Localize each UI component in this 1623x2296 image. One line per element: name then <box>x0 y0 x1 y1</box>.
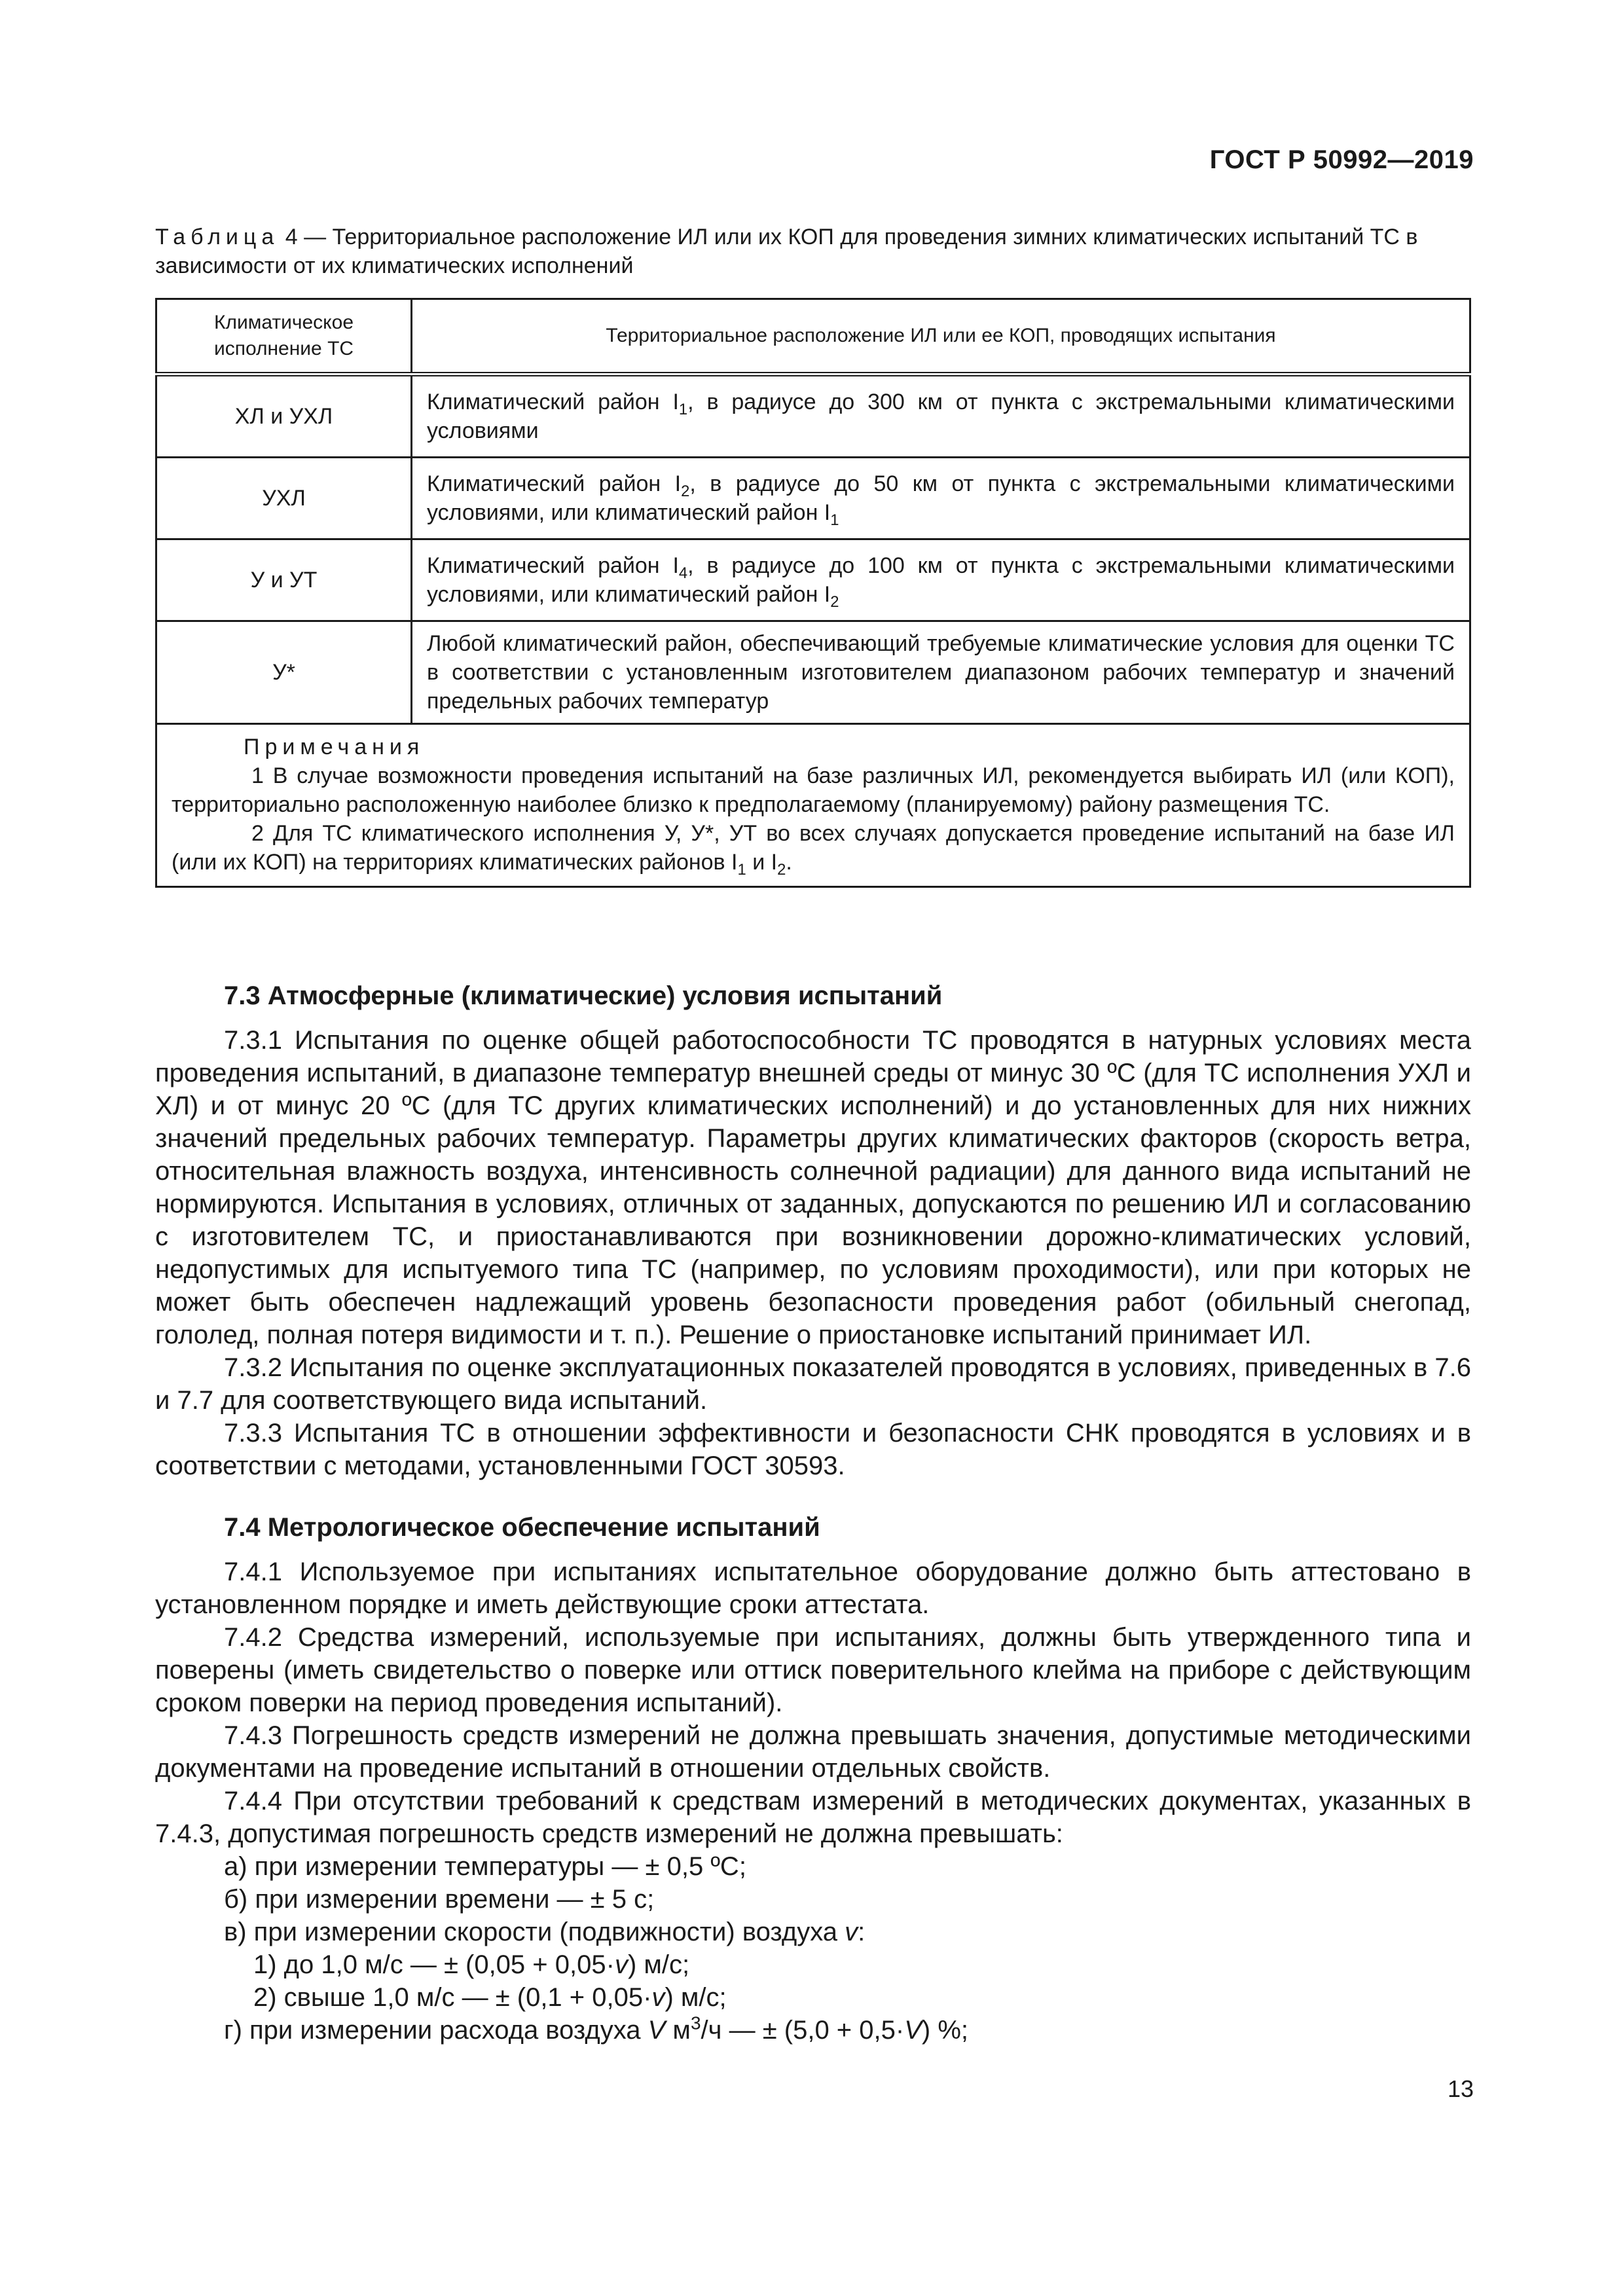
item-text: 1) до 1,0 м/с — ± (0,05 + 0,05· <box>253 1950 615 1979</box>
col-header-location: Территориальное расположение ИЛ или ее КОП, проводящих испытания <box>412 299 1470 374</box>
table-caption <box>155 223 1471 280</box>
paragraph-7-4-4: 7.4.4 При отсутствии требований к средствам измерений в методических документах, указанных в 7.4.3, допустимая погрешность средств измерений не должна превышать: <box>155 1787 1471 1848</box>
list-item-d <box>155 2014 1471 2047</box>
table-caption-text: 4 — Территориальное расположение ИЛ или их КОП для проведения зимних климатических испытаний ТС в зависимости от их климатических исполнений <box>155 225 1418 278</box>
item-text: 2) свыше 1,0 м/с — ± (0,1 + 0,05· <box>253 1983 652 2012</box>
list-subitem-1 <box>155 1948 1471 1981</box>
table-notes <box>156 724 1470 887</box>
table-row <box>156 374 1470 458</box>
item-text: г) при измерении расхода воздуха <box>224 2016 648 2045</box>
table-4 <box>155 298 1471 888</box>
superscript: 3 <box>690 2013 701 2033</box>
cell-text: , в радиусе до 300 км от пункта с экстремальными климатическими условиями <box>427 390 1455 443</box>
section-title: 7.4 Метрологическое обеспечение испытаний <box>224 1513 820 1542</box>
subscript: 1 <box>678 400 688 418</box>
notes-title: Примечания <box>244 735 425 759</box>
item-text: ) м/с; <box>627 1950 690 1979</box>
item-text: ) %; <box>921 2016 969 2045</box>
col-header-climatic-execution: Климатическое исполнение ТС <box>156 299 412 374</box>
subscript: 2 <box>777 860 786 879</box>
cell-execution: ХЛ и УХЛ <box>156 374 412 458</box>
cell-location <box>412 374 1470 458</box>
cell-text: , в радиусе до 50 км от пункта с экстремальными климатическими условиями, или климатический район I <box>427 471 1455 525</box>
variable: V <box>904 2016 922 2045</box>
list-subitem-2 <box>155 1981 1471 2014</box>
item-text: /ч — ± (5,0 + 0,5· <box>701 2016 905 2045</box>
subscript: 4 <box>678 564 688 582</box>
subscript: 1 <box>830 511 839 529</box>
subscript: 2 <box>681 482 690 500</box>
cell-location: Любой климатический район, обеспечивающий требуемые климатические условия для оценки ТС в соответствии с установленным изготовителем диапазоном рабочих температур и значений предельных рабочих температур <box>412 621 1470 724</box>
item-text: м <box>665 2016 691 2045</box>
paragraph-7-4-2: 7.4.2 Средства измерений, используемые при испытаниях, должны быть утвержденного типа и поверены (иметь свидетельство о поверке или оттиск поверительного клейма на приборе с действующим сроком поверки на период проведения испытаний). <box>155 1623 1471 1717</box>
item-text: в) при измерении скорости (подвижности) воздуха <box>224 1918 845 1946</box>
cell-location <box>412 539 1470 621</box>
table-notes-row <box>156 724 1470 887</box>
variable: v <box>651 1983 665 2012</box>
subscript: 2 <box>830 592 839 611</box>
list-item-c <box>155 1916 1471 1948</box>
table-caption-label: Таблица <box>155 225 280 249</box>
cell-text: Климатический район I <box>427 390 679 414</box>
page-number: 13 <box>1447 2075 1474 2102</box>
table-row <box>156 621 1470 724</box>
table-row <box>156 458 1470 539</box>
note-1: 1 В случае возможности проведения испытаний на базе различных ИЛ, рекомендуется выбирать ИЛ (или КОП), территориально расположенную наиболее близко к предполагаемому (планируемому) району размещения ТС. <box>172 763 1455 817</box>
cell-location <box>412 458 1470 539</box>
list-item-b: б) при измерении времени — ± 5 с; <box>224 1885 655 1914</box>
paragraph-7-3-1: 7.3.1 Испытания по оценке общей работоспособности ТС проводятся в натурных условиях места проведения испытаний, в диапазоне температур внешней среды от минус 30 ºС (для ТС исполнения УХЛ и ХЛ) и от минус 20 ºС (для ТС других климатических исполнений) и до установленных для них нижних значений предельных рабочих температур. Параметры других климатических факторов (скорость ветра, относительная влажность воздуха, интенсивность солнечной радиации) для данного вида испытаний не нормируются. Испытания в условиях, отличных от заданных, допускаются по решению ИЛ и согласованию с изготовителем ТС, и приостанавливаются при возникновении дорожно-климатических условий, недопустимых для испытуемого типа ТС (например, по условиям проходимости), или при которых не может быть обеспечен надлежащий уровень безопасности проведения работ (обильный снегопад, гололед, полная потеря видимости и т. п.). Решение о приостановке испытаний принимает ИЛ. <box>155 1026 1471 1349</box>
cell-execution: У* <box>156 621 412 724</box>
item-text: : <box>858 1918 866 1946</box>
variable: v <box>845 1918 858 1946</box>
table-header-row <box>156 299 1470 374</box>
cell-execution: УХЛ <box>156 458 412 539</box>
paragraph-7-4-1: 7.4.1 Используемое при испытаниях испытательное оборудование должно быть аттестовано в установленном порядке и иметь действующие сроки аттестата. <box>155 1558 1471 1619</box>
note-text: 2 Для ТС климатического исполнения У, У*, УТ во всех случаях допускается проведение испытаний на базе ИЛ (или их КОП) на территориях климатических районов I <box>172 821 1455 875</box>
paragraph-7-4-3: 7.4.3 Погрешность средств измерений не должна превышать значения, допустимые методическими документами на проведение испытаний в отношении отдельных свойств. <box>155 1721 1471 1783</box>
cell-text: Климатический район I <box>427 553 679 578</box>
document-code: ГОСТ Р 50992—2019 <box>1209 145 1474 174</box>
cell-text: Климатический район I <box>427 471 682 496</box>
list-item-a: а) при измерении температуры — ± 0,5 ºС; <box>224 1852 746 1881</box>
note-2 <box>172 819 1455 877</box>
item-text: ) м/с; <box>665 1983 727 2012</box>
paragraph-7-3-2: 7.3.2 Испытания по оценке эксплуатационных показателей проводятся в условиях, приведенных в 7.6 и 7.7 для соответствующего вида испытаний. <box>155 1353 1471 1415</box>
cell-text: , в радиусе до 100 км от пункта с экстремальными климатическими условиями, или климатический район I <box>427 553 1455 607</box>
section-7-4 <box>155 1511 1471 2047</box>
cell-execution: У и УТ <box>156 539 412 621</box>
paragraph-7-3-3: 7.3.3 Испытания ТС в отношении эффективности и безопасности СНК проводятся в условиях и в соответствии с методами, установленными ГОСТ 30593. <box>155 1419 1471 1480</box>
variable: v <box>614 1950 628 1979</box>
table-row <box>156 539 1470 621</box>
section-7-3 <box>155 979 1471 1482</box>
note-text: и I <box>746 850 778 875</box>
note-text: . <box>786 850 792 875</box>
variable: V <box>647 2016 666 2045</box>
section-title: 7.3 Атмосферные (климатические) условия испытаний <box>224 981 943 1010</box>
subscript: 1 <box>737 860 746 879</box>
